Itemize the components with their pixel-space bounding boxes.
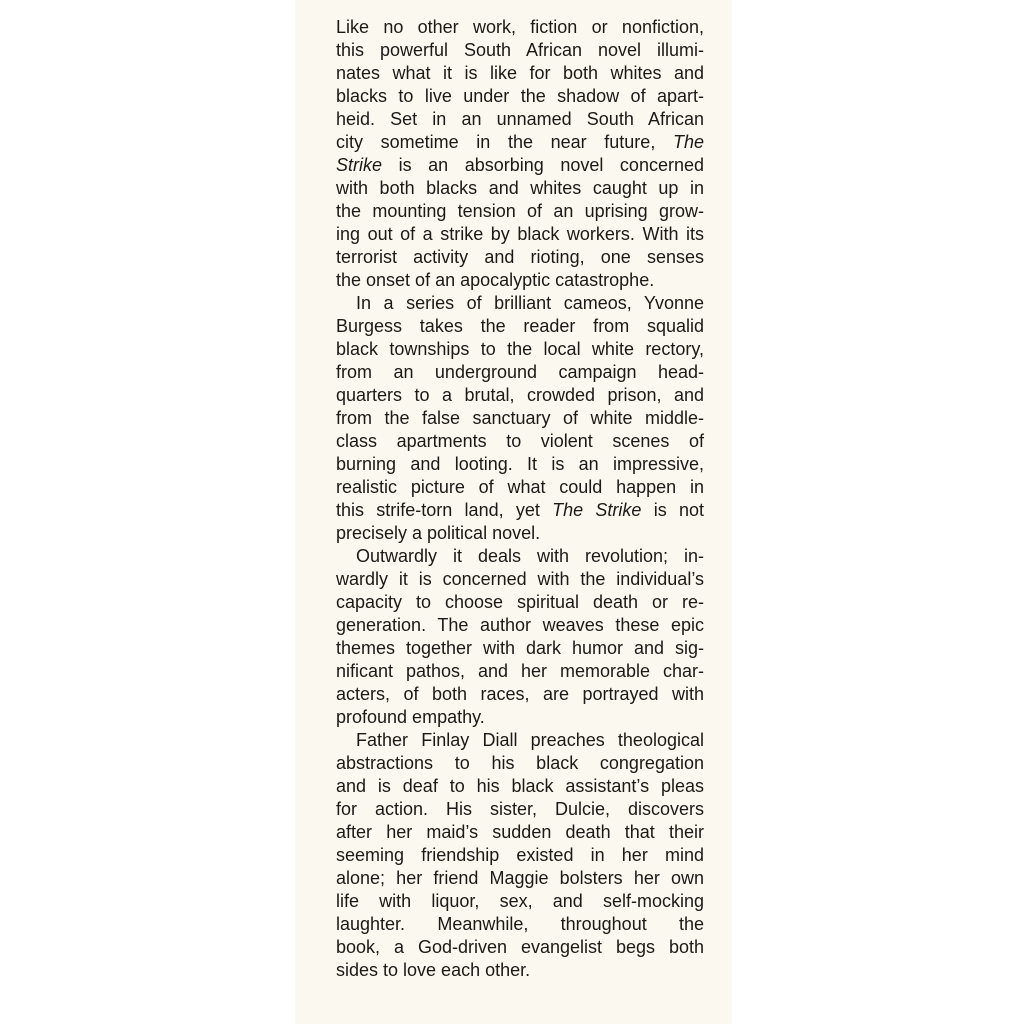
- body-text: quarters to a brutal, crowded prison, and: [336, 385, 704, 405]
- text-line: [336, 108, 704, 131]
- body-text: for action. His sister, Dulcie, discovers: [336, 799, 704, 819]
- text-line: [336, 62, 704, 85]
- text-line: [336, 752, 704, 775]
- text-line: [336, 683, 704, 706]
- text-line: [336, 844, 704, 867]
- text-line: [336, 453, 704, 476]
- text-line: [336, 85, 704, 108]
- body-text: precisely a political novel.: [336, 523, 541, 543]
- text-line: [336, 338, 704, 361]
- body-text: life with liquor, sex, and self-mocking: [336, 891, 704, 911]
- text-line: [336, 867, 704, 890]
- body-text: is not: [641, 500, 704, 520]
- italic-title-text: The: [672, 132, 704, 152]
- body-text: ing out of a strike by black workers. With its: [336, 224, 704, 244]
- body-text: alone; her friend Maggie bolsters her own: [336, 868, 704, 888]
- text-line: [336, 177, 704, 200]
- text-line: [336, 936, 704, 959]
- text-line: [336, 476, 704, 499]
- body-text: acters, of both races, are portrayed with: [336, 684, 704, 704]
- body-text: wardly it is concerned with the individual’s: [336, 569, 704, 589]
- body-text: class apartments to violent scenes of: [336, 431, 704, 451]
- text-line: [336, 39, 704, 62]
- jacket-blurb-text: [336, 16, 704, 982]
- text-line: [336, 223, 704, 246]
- text-line: [336, 522, 704, 545]
- body-text: with both blacks and whites caught up in: [336, 178, 704, 198]
- text-line: [336, 315, 704, 338]
- text-line: [336, 890, 704, 913]
- text-line: [336, 131, 704, 154]
- body-text: Outwardly it deals with revolution; in-: [356, 546, 704, 566]
- text-line: [336, 200, 704, 223]
- text-line: [336, 821, 704, 844]
- body-text: nificant pathos, and her memorable char-: [336, 661, 704, 681]
- text-line: [336, 660, 704, 683]
- text-line: [336, 798, 704, 821]
- text-line: [336, 591, 704, 614]
- body-text: from the false sanctuary of white middle-: [336, 408, 704, 428]
- body-text: the onset of an apocalyptic catastrophe.: [336, 270, 655, 290]
- text-line: [336, 407, 704, 430]
- body-text: sides to love each other.: [336, 960, 531, 980]
- italic-title-text: Strike: [336, 155, 383, 175]
- text-line: [336, 292, 704, 315]
- body-text: Burgess takes the reader from squalid: [336, 316, 704, 336]
- body-text: In a series of brilliant cameos, Yvonne: [356, 293, 704, 313]
- text-line: [336, 959, 704, 982]
- body-text: black townships to the local white rectory,: [336, 339, 704, 359]
- body-text: laughter. Meanwhile, throughout the: [336, 914, 704, 934]
- body-text: profound empathy.: [336, 707, 485, 727]
- text-line: [336, 154, 704, 177]
- body-text: seeming friendship existed in her mind: [336, 845, 704, 865]
- text-line: [336, 614, 704, 637]
- text-line: [336, 246, 704, 269]
- body-text: the mounting tension of an uprising grow-: [336, 201, 704, 221]
- text-line: [336, 729, 704, 752]
- text-line: [336, 361, 704, 384]
- text-line: [336, 568, 704, 591]
- text-line: [336, 499, 704, 522]
- text-line: [336, 384, 704, 407]
- text-line: [336, 269, 704, 292]
- body-text: from an underground campaign head-: [336, 362, 704, 382]
- italic-title-text: The Strike: [552, 500, 642, 520]
- body-text: themes together with dark humor and sig-: [336, 638, 704, 658]
- text-line: [336, 545, 704, 568]
- text-line: [336, 913, 704, 936]
- body-text: Like no other work, fiction or nonfiction,: [336, 17, 704, 37]
- body-text: abstractions to his black congregation: [336, 753, 704, 773]
- body-text: capacity to choose spiritual death or re-: [336, 592, 704, 612]
- body-text: realistic picture of what could happen in: [336, 477, 704, 497]
- body-text: nates what it is like for both whites and: [336, 63, 704, 83]
- body-text: heid. Set in an unnamed South African: [336, 109, 704, 129]
- body-text: generation. The author weaves these epic: [336, 615, 704, 635]
- body-text: this powerful South African novel illumi-: [336, 40, 704, 60]
- body-text: book, a God-driven evangelist begs both: [336, 937, 704, 957]
- text-line: [336, 775, 704, 798]
- text-line: [336, 430, 704, 453]
- body-text: is an absorbing novel concerned: [382, 155, 704, 175]
- body-text: after her maid’s sudden death that their: [336, 822, 704, 842]
- text-line: [336, 16, 704, 39]
- body-text: and is deaf to his black assistant’s pleas: [336, 776, 704, 796]
- body-text: terrorist activity and rioting, one senses: [336, 247, 704, 267]
- body-text: blacks to live under the shadow of apart-: [336, 86, 704, 106]
- body-text: burning and looting. It is an impressive,: [336, 454, 704, 474]
- body-text: Father Finlay Diall preaches theological: [356, 730, 704, 750]
- text-line: [336, 706, 704, 729]
- text-line: [336, 637, 704, 660]
- body-text: city sometime in the near future,: [336, 132, 673, 152]
- body-text: this strife-torn land, yet: [336, 500, 553, 520]
